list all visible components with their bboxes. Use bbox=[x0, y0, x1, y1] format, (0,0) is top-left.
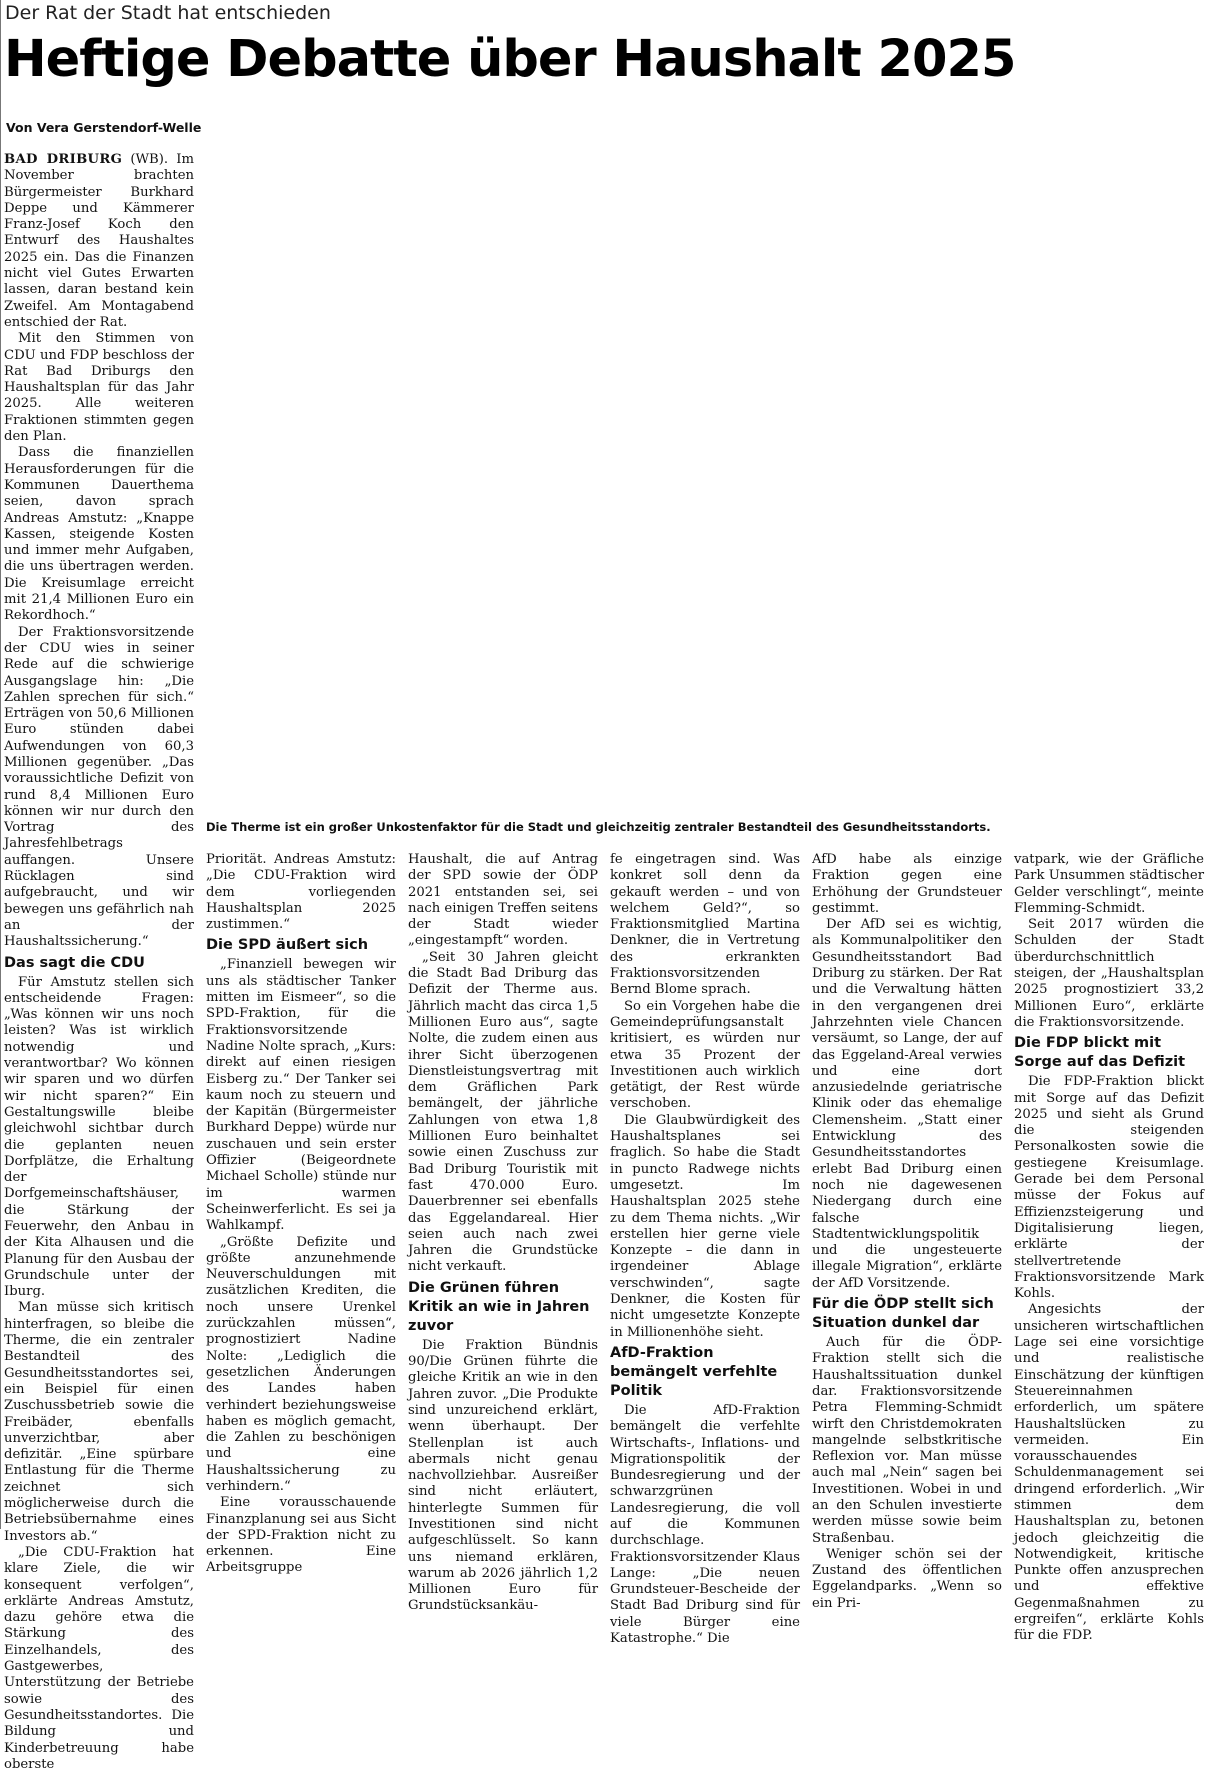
col4-paragraph-1: fe eingetragen sind. Was konkret soll denn da gekauft werden – und von welchem Geld?“, so Fraktionsmitglied Martina Denkner, die in Vertretung des erkrankten Fraktionsvorsitzenden Bernd Blome sprach. bbox=[610, 852, 800, 998]
col5-paragraph-2: Der AfD sei es wichtig, als Kommunalpolitiker den Gesundheitsstandort Bad Driburg zu stärken. Der Rat und die Verwaltung hätten in den vergangenen drei Jahrzehnten viele Chancen versäumt, so Lange, der auf das Eggeland-Areal verwies und eine dort anzusiedelnde geriatrische Klinik oder das ehemalige Clemensheim. „Statt einer Entwicklung des Gesundheitsstandortes erlebt Bad Driburg einen noch nie dagewesenen Niedergang durch eine falsche Stadtentwicklungspolitik und die ungesteuerte illegale Migration“, erklärte der AfD Vorsitzende. bbox=[812, 917, 1002, 1291]
col2-paragraph-3: „Größte Defizite und größte anzunehmende Neuverschuldungen mit zusätzlichen Krediten, die noch unsere Urenkel zurückzahlen müssen“, prognostiziert Nadine Nolte: „Lediglich die gesetzlichen Änderungen des Landes haben verhindert beziehungsweise haben es möglich gemacht, die Zahlen zu beschönigen und eine Haushaltssicherung zu verhindern.“ bbox=[206, 1234, 396, 1494]
subheading-cdu: Das sagt die CDU bbox=[4, 954, 145, 971]
col1-paragraph-5: Für Amstutz stellen sich entscheidende Fragen: „Was können wir uns noch leisten? Was ist wirklich notwendig und verantwortbar? Wo können wir sparen und wo dürfen wir nicht sparen?“ Ein Gestaltungswille bleibe gleichwohl sichtbar durch die geplanten neuen Dorfplätze, die Erhaltung der Dorfgemeinschaftshäuser, die Stärkung der Feuerwehr, den Anbau in der Kita Alhausen und die Planung für den Ausbau der Grundschule unter der Iburg. bbox=[4, 974, 194, 1300]
article-column-6 bbox=[1014, 852, 1204, 1644]
subheading-spd: Die SPD äußert sich bbox=[206, 937, 369, 954]
col1-paragraph-7: „Die CDU-Fraktion hat klare Ziele, die wir konsequent verfolgen“, erklärte Andreas Amstutz, dazu gehöre etwa die Stärkung des Einzelhandels, des Gastgewerbes, Unterstützung der Betriebe sowie des Gesundheitsstandortes. Die Bildung und Kinderbetreuung habe oberste bbox=[4, 1544, 194, 1772]
col4-paragraph-2: So ein Vorgehen habe die Gemeindeprüfungsanstalt kritisiert, es würden nur etwa 35 Prozent der Investitionen auch wirklich getätigt, der Rest würde verschoben. bbox=[610, 998, 800, 1112]
col1-paragraph-1 bbox=[4, 152, 194, 331]
article-column-3 bbox=[408, 852, 599, 1614]
left-border-rule bbox=[0, 0, 1, 1529]
col1-paragraph-3: Dass die finanziellen Herausforderungen für die Kommunen Dauerthema seien, davon sprach Andreas Amstutz: „Knappe Kassen, steigende Kosten und immer mehr Aufgaben, die uns übertragen werden. Die Kreisumlage erreicht mit 21,4 Millionen Euro ein Rekordhoch.“ bbox=[4, 445, 194, 624]
article-column-2 bbox=[206, 852, 396, 1576]
col1-paragraph-2: Mit den Stimmen von CDU und FDP beschloss der Rat Bad Driburgs den Haushaltsplan für das Jahr 2025. Alle weiteren Fraktionen stimmten gegen den Plan. bbox=[4, 331, 194, 445]
kicker: Der Rat der Stadt hat entschieden bbox=[5, 2, 331, 24]
col4-paragraph-3: Die Glaubwürdigkeit des Haushaltsplanes sei fraglich. So habe die Stadt in puncto Radwege nichts umgesetzt. Im Haushaltsplan 2025 stehe zu dem Thema nichts. „Wir erstellen hier gerne viele Konzepte – die dann in irgendeiner Ablage verschwinden“, sagte Denkner, die Kosten für nicht umgesetzte Konzepte in Millionenhöhe sieht. bbox=[610, 1112, 800, 1340]
col2-paragraph-2: „Finanziell bewegen wir uns als städtischer Tanker mitten im Eismeer“, so die SPD-Fraktion, für die Fraktionsvorsitzende Nadine Nolte sprach, „Kurs: direkt auf einen riesigen Eisberg zu.“ Der Tanker sei kaum noch zu steuern und der Kapitän (Bürgermeister Burkhard Deppe) würde nur zuschauen und sein erster Offizier (Beigeordnete Michael Scholle) stünde nur im warmen Scheinwerferlicht. Es sei ja Wahlkampf. bbox=[206, 957, 396, 1234]
col2-paragraph-1: Priorität. Andreas Amstutz: „Die CDU-Fraktion wird dem vorliegenden Haushaltsplan 2025 zustimmen.“ bbox=[206, 852, 396, 933]
dateline: BAD DRIBURG bbox=[4, 152, 123, 167]
col5-paragraph-4: Weniger schön sei der Zustand des öffentlichen Eggelandparks. „Wenn so ein Pri- bbox=[812, 1546, 1002, 1611]
subheading-afd: AfD-Fraktion bemängelt verfehlte Politik bbox=[610, 1344, 778, 1399]
article-column-5 bbox=[812, 852, 1002, 1611]
byline: Von Vera Gerstendorf-Welle bbox=[6, 120, 202, 135]
col3-paragraph-3: Die Fraktion Bündnis 90/Die Grünen führte die gleiche Kritik an wie in den Jahren zuvor. „Die Produkte sind unzureichend erklärt, wenn überhaupt. Der Stellenplan ist auch abermals nicht genau nachvollziehbar. Ausreißer sind nicht erläutert, hinterlegte Summen für Investitionen sind nicht aufgeschlüsselt. So kann uns niemand erklären, warum ab 2026 jährlich 1,2 Millionen Euro für Grundstücksankäu- bbox=[408, 1337, 598, 1614]
col3-paragraph-1: Haushalt, die auf Antrag der SPD sowie der ÖDP 2021 entstanden sei, sei nach einigen Treffen seitens der Stadt wieder „eingestampft“ worden. bbox=[408, 852, 599, 949]
subheading-oedp: Für die ÖDP stellt sich Situation dunkel dar bbox=[812, 1296, 994, 1332]
therme-photo bbox=[204, 145, 1207, 817]
col3-paragraph-2: „Seit 30 Jahren gleicht die Stadt Bad Driburg das Defizit der Therme aus. Jährlich macht das circa 1,5 Millionen Euro aus“, sagte Nolte, die zudem einen aus ihrer Sicht überzogenen Dienstleistungsvertrag mit dem Gräflichen Park bemängelt, der jährliche Zahlungen von etwa 1,8 Millionen Euro beinhaltet sowie einen Zuschuss zur Bad Driburg Touristik mit fast 470.000 Euro. Dauerbrenner sei ebenfalls das Eggelandareal. Hier seien auch nach zwei Jahren die Grundstücke nicht verkauft. bbox=[408, 949, 598, 1275]
subheading-gruene: Die Grünen führen Kritik an wie in Jahren zuvor bbox=[408, 1279, 590, 1334]
col6-paragraph-2: Seit 2017 würden die Schulden der Stadt überdurchschnittlich steigen, der „Haushaltsplan 2025 prognostiziert 33,2 Millionen Euro“, erklärte die Fraktionsvorsitzende. bbox=[1014, 917, 1204, 1030]
col1-paragraph-4: Der Fraktionsvorsitzende der CDU wies in seiner Rede auf die schwierige Ausgangslage hin: „Die Zahlen sprechen für sich.“ Erträgen von 50,6 Millionen Euro stünden dabei Aufwendungen von 60,3 Millionen gegenüber. „Das voraussichtliche Defizit von rund 8,4 Millionen Euro können wir nur durch den Vortrag des Jahresfehlbetrags auffangen. Unsere Rücklagen sind aufgebraucht, und wir bewegen uns gefährlich nah an der Haushaltssicherung.“ bbox=[4, 624, 194, 950]
article-column-1 bbox=[4, 152, 194, 1772]
photo-caption: Die Therme ist ein großer Unkostenfaktor für die Stadt und gleichzeitig zentraler Bestandteil des Gesundheitsstandorts. bbox=[206, 820, 991, 834]
col5-paragraph-3: Auch für die ÖDP-Fraktion stellt sich die Haushaltssituation dunkel dar. Fraktionsvorsitzende Petra Flemming-Schmidt wirft den Christdemokraten mangelnde selbstkritische Reflexion vor. Man müsse auch mal „Nein“ sagen bei Investitionen. Wobei in und an den Schulen investierte werden müsse sowie beim Straßenbau. bbox=[812, 1335, 1002, 1546]
col6-paragraph-3: Die FDP-Fraktion blickt mit Sorge auf das Defizit 2025 und sieht als Grund die steigenden Personalkosten sowie die gestiegene Kreisumlage. Gerade bei dem Personal müsse der Fokus auf Effizienzsteigerung und Digitalisierung liegen, erklärte der stellvertretende Fraktionsvorsitzende Mark Kohls. bbox=[1014, 1074, 1204, 1302]
col5-paragraph-1: AfD habe als einzige Fraktion gegen eine Erhöhung der Grundsteuer gestimmt. bbox=[812, 852, 1002, 916]
subheading-fdp: Die FDP blickt mit Sorge auf das Defizit bbox=[1014, 1035, 1186, 1071]
col1-paragraph-6: Man müsse sich kritisch hinterfragen, so bleibe die Therme, die ein zentraler Bestandteil des Gesundheitsstandortes sei, ein Beispiel für einen Zuschussbetrieb sowie die Freibäder, ebenfalls unverzichtbar, aber defizitär. „Eine spürbare Entlastung für die Therme zeichnet sich möglicherweise durch die Betriebsübernahme eines Investors ab.“ bbox=[4, 1300, 194, 1544]
col2-paragraph-4: Eine vorausschauende Finanzplanung sei aus Sicht der SPD-Fraktion nicht zu erkennen. Eine Arbeitsgruppe bbox=[206, 1495, 396, 1576]
col6-paragraph-4: Angesichts der unsicheren wirtschaftlichen Lage sei eine vorsichtige und realistische Einschätzung der künftigen Steuereinnahmen erforderlich, um spätere Haushaltslücken zu vermeiden. Ein vorausschauendes Schuldenmanagement sei dringend erforderlich. „Wir stimmen dem Haushaltsplan zu, betonen jedoch gleichzeitig die Notwendigkeit, kritische Punkte offen anzusprechen und effektive Gegenmaßnahmen zu ergreifen“, erklärte Kohls für die FDP. bbox=[1014, 1302, 1204, 1644]
col6-paragraph-1: vatpark, wie der Gräfliche Park Unsummen städtischer Gelder verschlingt“, meinte Flemming-Schmidt. bbox=[1014, 852, 1204, 916]
col4-paragraph-4: Die AfD-Fraktion bemängelt die verfehlte Wirtschafts-, Inflations- und Migrationspolitik der Bundesregierung und der schwarzgrünen Landesregierung, die voll auf die Kommunen durchschlage. Fraktionsvorsitzender Klaus Lange: „Die neuen Grundsteuer-Bescheide der Stadt Bad Driburg sind für viele Bürger eine Katastrophe.“ Die bbox=[610, 1402, 800, 1647]
col1-p1-text: (WB). Im November brachten Bürgermeister Burkhard Deppe und Kämmerer Franz-Josef Koch den Entwurf des Haushaltes 2025 ein. Das die Finanzen nicht viel Gutes Erwarten lassen, daran bestand kein Zweifel. Am Montagabend entschied der Rat. bbox=[4, 152, 194, 330]
article-column-4 bbox=[610, 852, 800, 1647]
headline: Heftige Debatte über Haushalt 2025 bbox=[4, 30, 1016, 89]
